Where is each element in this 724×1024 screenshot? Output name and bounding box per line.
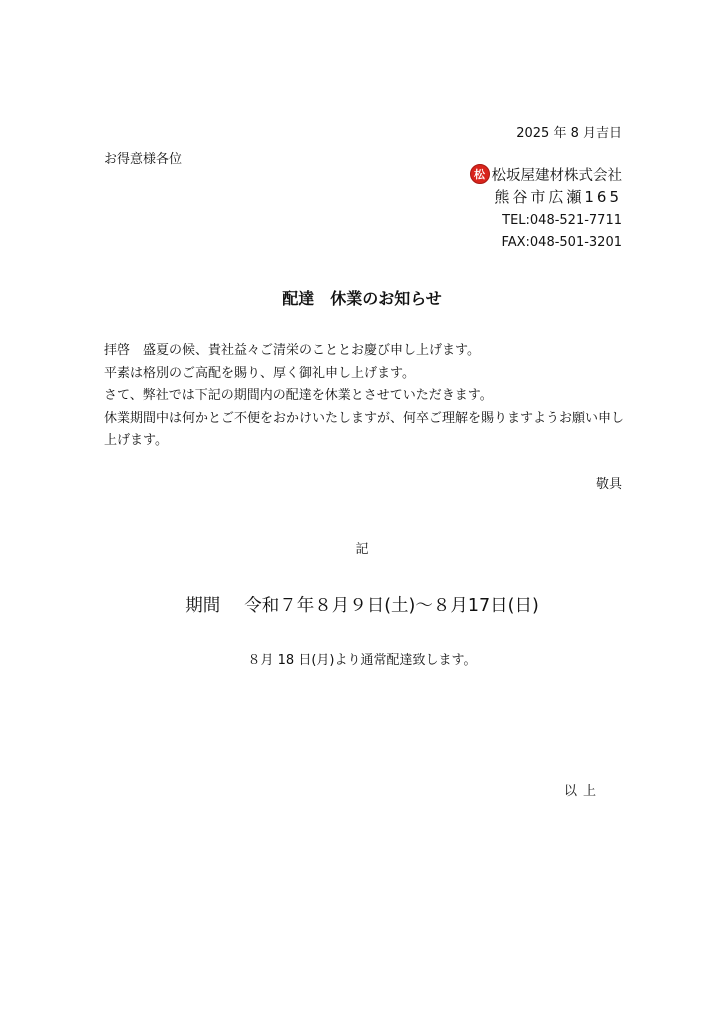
document-title: 配達 休業のお知らせ xyxy=(282,289,442,308)
company-logo: 松 xyxy=(470,164,490,184)
company-fax: FAX:048-501-3201 xyxy=(501,235,622,250)
holiday-period xyxy=(0,592,724,617)
body-line: 平素は格別のご高配を賜り、厚く御礼申し上げます。 xyxy=(104,365,415,381)
recipient: お得意様各位 xyxy=(104,152,183,167)
period-label: 期間 xyxy=(185,596,221,616)
resume-notice: ８月 18 日(月)より通常配達致します。 xyxy=(247,653,477,668)
company-row xyxy=(470,162,623,186)
body-line: さて、弊社では下記の期間内の配達を休業とさせていただきます。 xyxy=(104,388,493,403)
body-line: 拝啓 盛夏の候、貴社益々ご清栄のこととお慶び申し上げます。 xyxy=(104,343,480,358)
sender-block xyxy=(470,162,623,254)
period-value: 令和７年８月９日(土)～８月17日(日) xyxy=(244,596,539,616)
closing-keigu: 敬具 xyxy=(595,477,622,492)
end-mark: 以上 xyxy=(563,784,602,799)
company-tel: TEL:048-521-7711 xyxy=(502,213,622,228)
issue-date: 2025 年 8 月吉日 xyxy=(516,126,622,141)
letter-body xyxy=(104,340,624,453)
company-name: 松坂屋建材株式会社 xyxy=(491,167,622,184)
company-address: 熊谷市広瀬165 xyxy=(494,188,622,206)
ki-heading: 記 xyxy=(355,542,369,557)
body-line: 休業期間中は何かとご不便をおかけいたしますが、何卒ご理解を賜りますようお願い申し上げます。 xyxy=(104,410,625,448)
